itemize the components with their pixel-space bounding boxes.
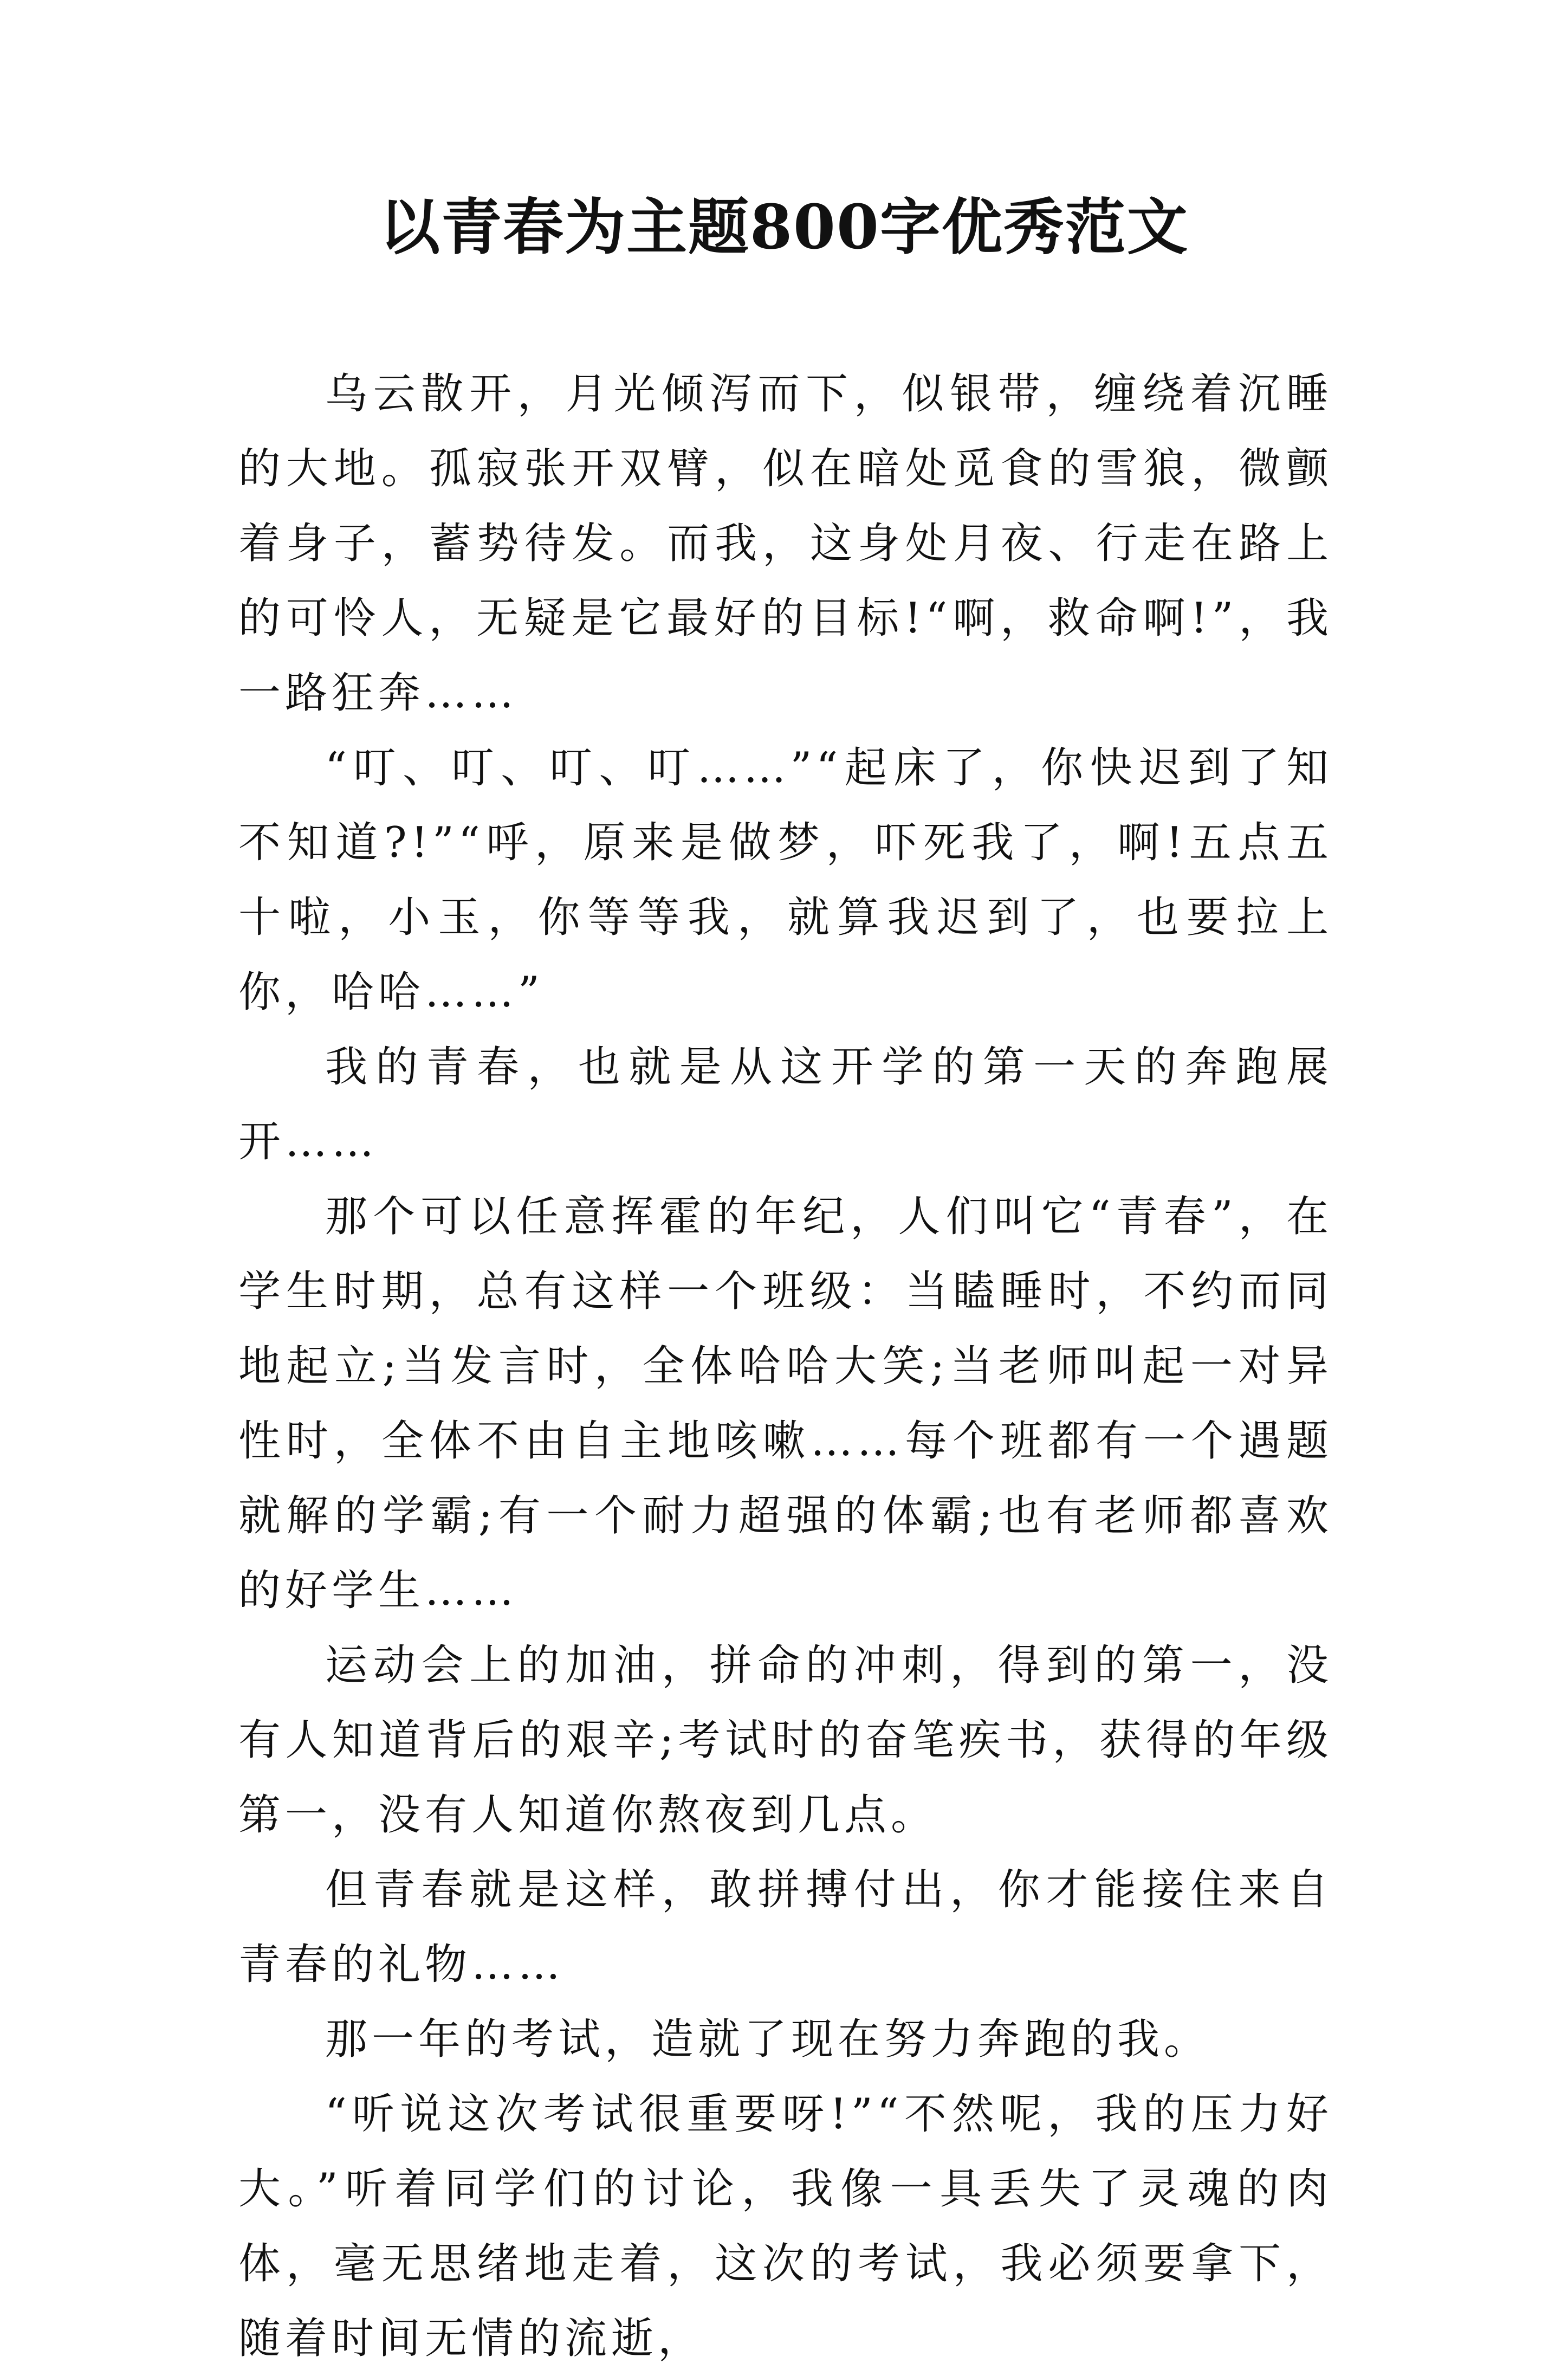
paragraph-7: 那一年的考试，造就了现在努力奔跑的我。 xyxy=(325,2015,1211,2064)
paragraph-4: 那个可以任意挥霍的年纪，人们叫它“青春”，在学生时期，总有这样一个班级：当瞌睡时，不约而同地起立;当发言时，全体哈哈大笑;当老师叫起一对异性时，全体不由自主地咳嗽……每个班都有一个遇题就解的学霸;有一个耐力超强的体霸;也有老师都喜欢的好学生…… xyxy=(238,1192,1333,1615)
paragraph-6: 但青春就是这样，敢拼搏付出，你才能接住来自青春的礼物…… xyxy=(238,1865,1333,1989)
document-title: 以青春为主题800字优秀范文 xyxy=(379,192,1189,263)
paragraph-5: 运动会上的加油，拼命的冲刺，得到的第一，没有人知道背后的艰辛;考试时的奋笔疾书，获得的年级第一，没有人知道你熬夜到几点。 xyxy=(238,1641,1333,1839)
paragraph-2: “叮、叮、叮、叮……”“起床了，你快迟到了知不知道?!”“呼，原来是做梦，吓死我了，啊!五点五十啦，小玉，你等等我，就算我迟到了，也要拉上你，哈哈……” xyxy=(238,744,1333,1017)
paragraph-8: “听说这次考试很重要呀!”“不然呢，我的压力好大。”听着同学们的讨论，我像一具丢失了灵魂的肉体，毫无思绪地走着，这次的考试，我必须要拿下，随着时间无情的流逝， xyxy=(238,2090,1333,2363)
document-body xyxy=(238,357,1333,2376)
paragraph-1: 乌云散开，月光倾泻而下，似银带，缠绕着沉睡的大地。孤寂张开双臂，似在暗处觅食的雪狼，微颤着身子，蓄势待发。而我，这身处月夜、行走在路上的可怜人，无疑是它最好的目标!“啊，救命啊!”，我一路狂奔…… xyxy=(238,370,1333,718)
paragraph-3: 我的青春，也就是从这开学的第一天的奔跑展开…… xyxy=(238,1043,1333,1166)
